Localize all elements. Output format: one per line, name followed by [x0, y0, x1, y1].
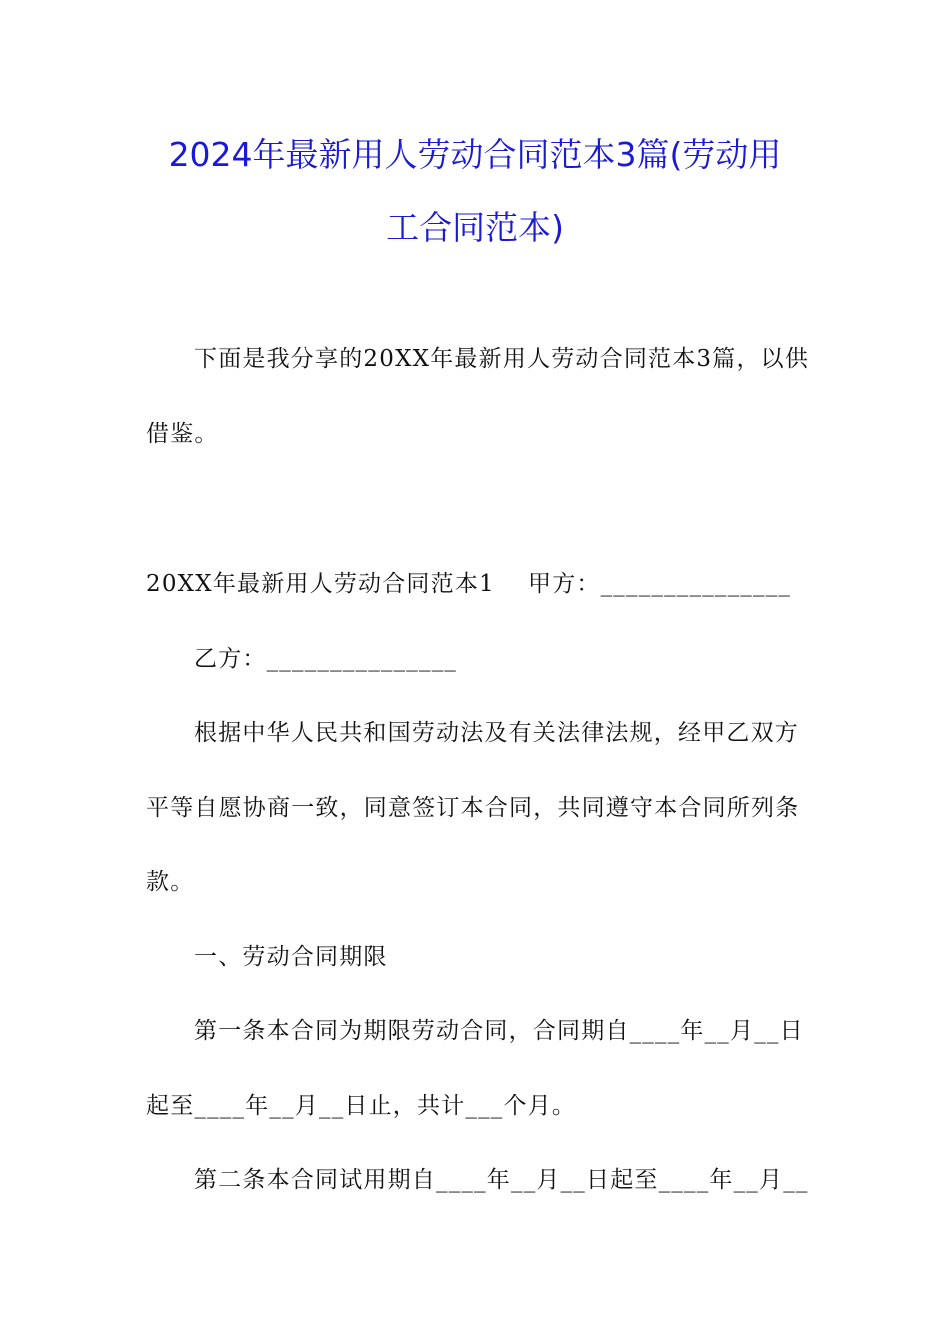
intro-paragraph-line-1: 下面是我分享的20XX年最新用人劳动合同范本3篇，以供	[194, 346, 810, 372]
basis-paragraph-line-1: 根据中华人民共和国劳动法及有关法律法规，经甲乙双方	[194, 720, 799, 746]
basis-paragraph-line-3: 款。	[146, 869, 195, 895]
intro-paragraph-line-2: 借鉴。	[146, 421, 219, 447]
article-1-line-2: 起至____年__月__日止，共计___个月。	[146, 1093, 577, 1119]
document-title-line-2: 工合同范本)	[386, 208, 564, 247]
article-2-line-1: 第二条本合同试用期自____年__月__日起至____年__月__	[194, 1167, 809, 1193]
article-1-line-1: 第一条本合同为期限劳动合同，合同期自____年__月__日	[194, 1018, 804, 1044]
party-b-line: 乙方：_______________	[194, 646, 458, 672]
document-title-line-1: 2024年最新用人劳动合同范本3篇(劳动用	[168, 135, 782, 174]
section-heading-term: 一、劳动合同期限	[194, 944, 388, 970]
contract-heading: 20XX年最新用人劳动合同范本1	[146, 571, 495, 597]
basis-paragraph-line-2: 平等自愿协商一致，同意签订本合同，共同遵守本合同所列条	[146, 795, 800, 821]
party-a-line: 甲方：_______________	[528, 571, 792, 597]
